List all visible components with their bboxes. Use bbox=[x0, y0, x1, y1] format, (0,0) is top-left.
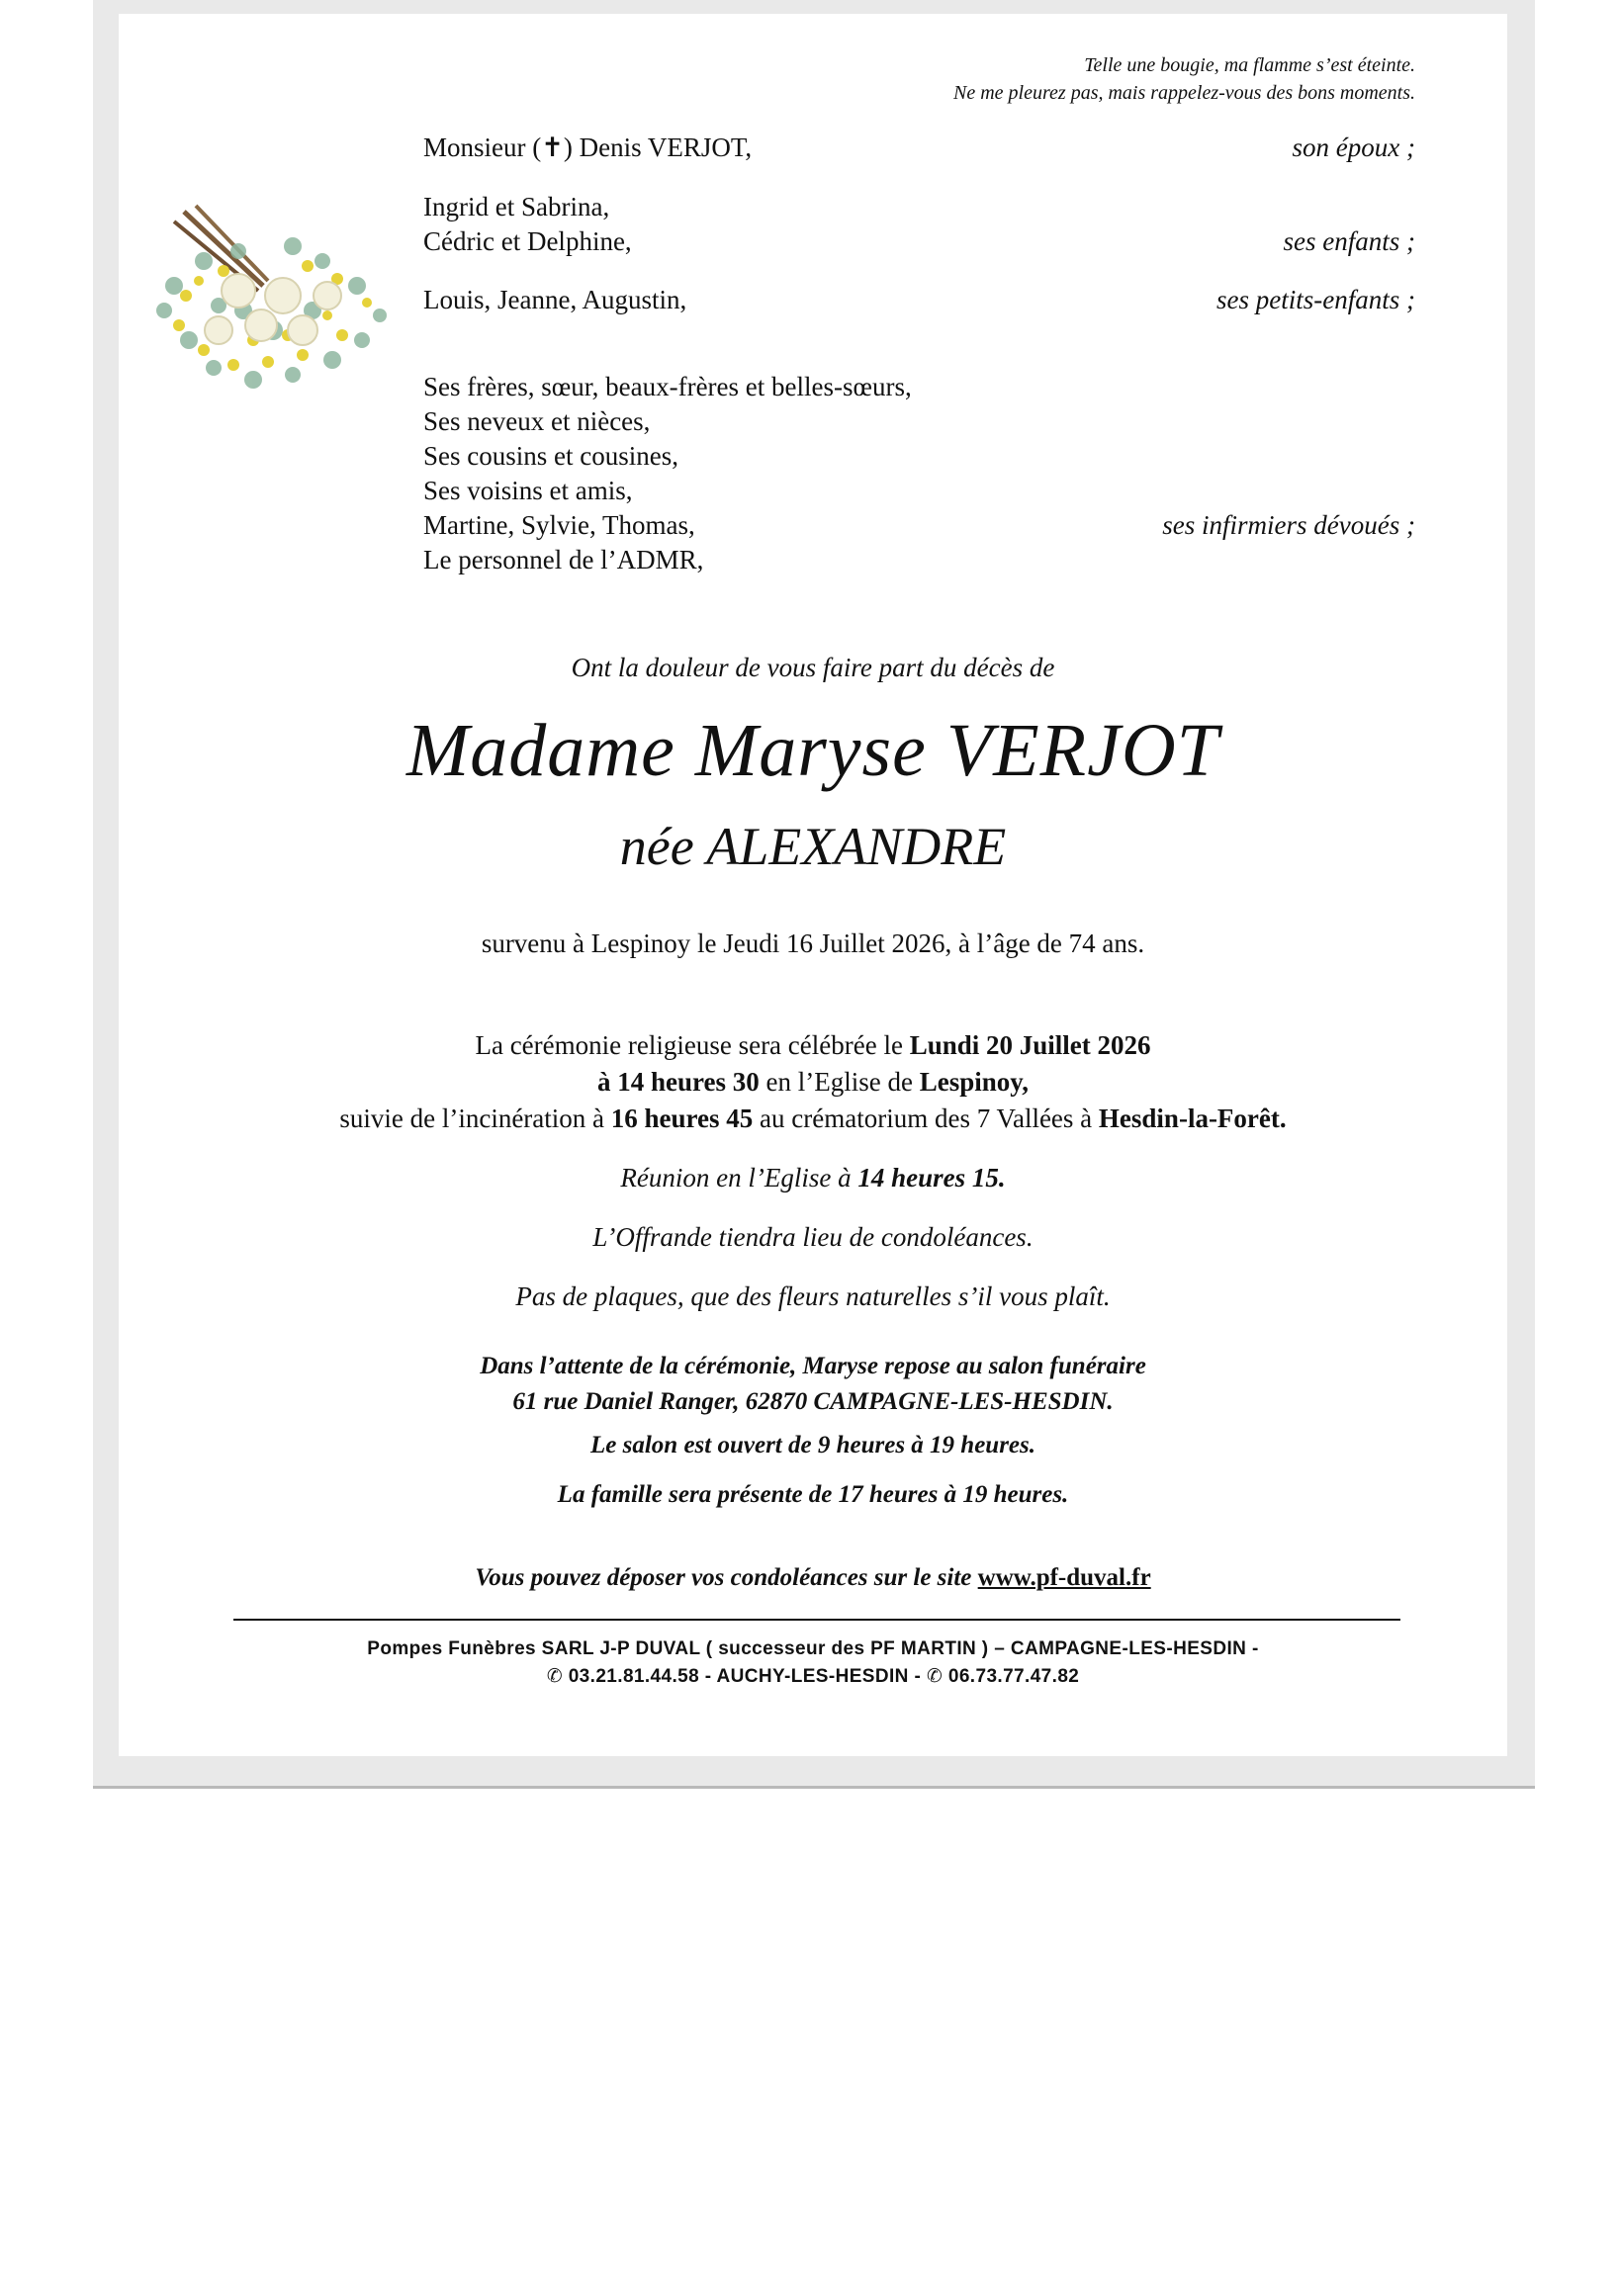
family-hours: La famille sera présente de 17 heures à 19 heures. bbox=[557, 1481, 1069, 1508]
crematorium-place: Hesdin-la-Forêt. bbox=[1098, 1104, 1287, 1133]
family-name-line: Ses cousins et cousines, bbox=[423, 441, 678, 471]
family-name-line: Ingrid et Sabrina, bbox=[423, 192, 610, 221]
family-name-line: Cédric et Delphine, bbox=[423, 226, 632, 256]
ceremony-place: Lespinoy, bbox=[919, 1067, 1029, 1097]
bouquet-stems bbox=[174, 206, 268, 291]
condolences-text: Vous pouvez déposer vos condoléances sur le site bbox=[475, 1564, 978, 1591]
family-row-grandchildren bbox=[423, 283, 1415, 317]
notice-paper bbox=[119, 14, 1507, 1756]
family-relation: ses infirmiers dévoués ; bbox=[1162, 510, 1415, 540]
family-name-line: Ses neveux et nièces, bbox=[423, 406, 651, 436]
ceremony-date: Lundi 20 Juillet 2026 bbox=[909, 1030, 1151, 1060]
ceremony-text: suivie de l’incinération à bbox=[339, 1104, 611, 1133]
offrande-line: L’Offrande tiendra lieu de condoléances. bbox=[592, 1222, 1034, 1252]
family-name-line: Ses frères, sœur, beaux-frères et belles-sœurs, bbox=[423, 372, 912, 401]
flower-bouquet-image bbox=[144, 192, 402, 390]
funeral-home-footer bbox=[119, 1635, 1507, 1691]
family-name-line: Ses voisins et amis, bbox=[423, 476, 633, 505]
family-relation: son époux ; bbox=[1292, 132, 1415, 162]
family-relation: ses petits-enfants ; bbox=[1216, 285, 1415, 314]
cremation-time: 16 heures 45 bbox=[610, 1104, 754, 1133]
page-frame bbox=[93, 0, 1535, 1789]
ceremony-line-3 bbox=[119, 1101, 1507, 1137]
epitaph-quote bbox=[953, 51, 1415, 107]
ceremony-time: à 14 heures 30 bbox=[596, 1067, 760, 1097]
family-relation: ses enfants ; bbox=[1283, 226, 1415, 256]
plaques-line: Pas de plaques, que des fleurs naturelles s’il vous plaît. bbox=[515, 1281, 1111, 1311]
reunion-text: Réunion en l’Eglise à bbox=[620, 1163, 858, 1192]
quote-line-2: Ne me pleurez pas, mais rappelez-vous des bons moments. bbox=[953, 82, 1415, 104]
condolences-line bbox=[119, 1564, 1507, 1592]
deceased-birth-name: née ALEXANDRE bbox=[619, 817, 1007, 876]
quote-line-1: Telle une bougie, ma flamme s’est éteinte. bbox=[1084, 54, 1415, 76]
salon-hours: Le salon est ouvert de 9 heures à 19 heures. bbox=[590, 1432, 1035, 1458]
repose-line-1: Dans l’attente de la cérémonie, Maryse repose au salon funéraire bbox=[480, 1353, 1146, 1379]
condolences-website-link[interactable]: www.pf-duval.fr bbox=[977, 1564, 1151, 1591]
family-name-line: Le personnel de l’ADMR, bbox=[423, 545, 704, 574]
repose-details bbox=[119, 1349, 1507, 1420]
family-row-children bbox=[423, 190, 1415, 259]
footer-divider bbox=[233, 1619, 1400, 1621]
deceased-name: Madame Maryse VERJOT bbox=[405, 709, 1219, 792]
ceremony-text: La cérémonie religieuse sera célébrée le bbox=[475, 1030, 910, 1060]
ceremony-text: au crématorium des 7 Vallées à bbox=[753, 1104, 1099, 1133]
ceremony-line-2 bbox=[119, 1064, 1507, 1101]
ceremony-line-1 bbox=[119, 1027, 1507, 1064]
family-name-line: Martine, Sylvie, Thomas, bbox=[423, 510, 695, 540]
reunion-line bbox=[119, 1163, 1507, 1193]
family-names: Monsieur (✝) Denis VERJOT, bbox=[423, 132, 753, 162]
footer-line-1: Pompes Funèbres SARL J-P DUVAL ( successeur des PF MARTIN ) – CAMPAGNE-LES-HESDIN - bbox=[367, 1638, 1259, 1659]
family-row-spouse bbox=[423, 131, 1415, 165]
ceremony-details bbox=[119, 1027, 1507, 1137]
repose-address: 61 rue Daniel Ranger, 62870 CAMPAGNE-LES-HESDIN. bbox=[512, 1388, 1114, 1415]
ceremony-text: en l’Eglise de bbox=[759, 1067, 920, 1097]
family-row-extended bbox=[423, 370, 1415, 577]
announcement-line: Ont la douleur de vous faire part du décès de bbox=[571, 653, 1055, 682]
family-names bbox=[423, 190, 632, 259]
family-names: Louis, Jeanne, Augustin, bbox=[423, 285, 687, 314]
family-names bbox=[423, 370, 912, 577]
death-notice: survenu à Lespinoy le Jeudi 16 Juillet 2026, à l’âge de 74 ans. bbox=[481, 928, 1145, 958]
reunion-time: 14 heures 15. bbox=[857, 1163, 1006, 1192]
footer-phone-line: ✆ 03.21.81.44.58 - AUCHY-LES-HESDIN - ✆ 06.73.77.47.82 bbox=[546, 1666, 1080, 1687]
